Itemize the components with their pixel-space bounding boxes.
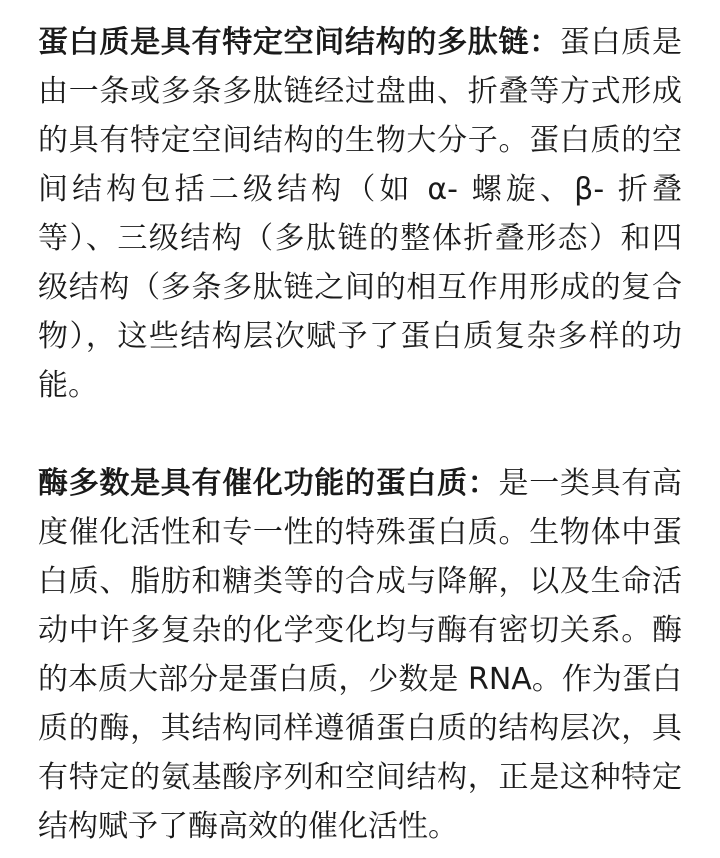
paragraph-text: 蛋白质是由一条或多条多肽链经过盘曲、折叠等方式形成的具有特定空间结构的生物大分子。蛋白质的空间结构包括二级结构（如 α- 螺旋、β- 折叠等）、三级结构（多肽链的整体折叠形态）和四级结构（多条多肽链之间的相互作用形成的复合物），这些结构层次赋予了蛋白质复杂多样的功能。 bbox=[38, 25, 683, 403]
paragraph-heading: 蛋白质是具有特定空间结构的多肽链： bbox=[38, 25, 560, 60]
paragraph-enzyme bbox=[38, 459, 682, 851]
paragraph-heading: 酶多数是具有催化功能的蛋白质： bbox=[38, 466, 499, 501]
paragraph-protein-structure bbox=[38, 18, 682, 410]
paragraph-text: 是一类具有高度催化活性和专一性的特殊蛋白质。生物体中蛋白质、脂肪和糖类等的合成与降解，以及生命活动中许多复杂的化学变化均与酶有密切关系。酶的本质大部分是蛋白质，少数是 RNA。作为蛋白质的酶，其结构同样遵循蛋白质的结构层次，具有特定的氨基酸序列和空间结构，正是这种特定结构赋予了酶高效的催化活性。 bbox=[38, 466, 682, 844]
